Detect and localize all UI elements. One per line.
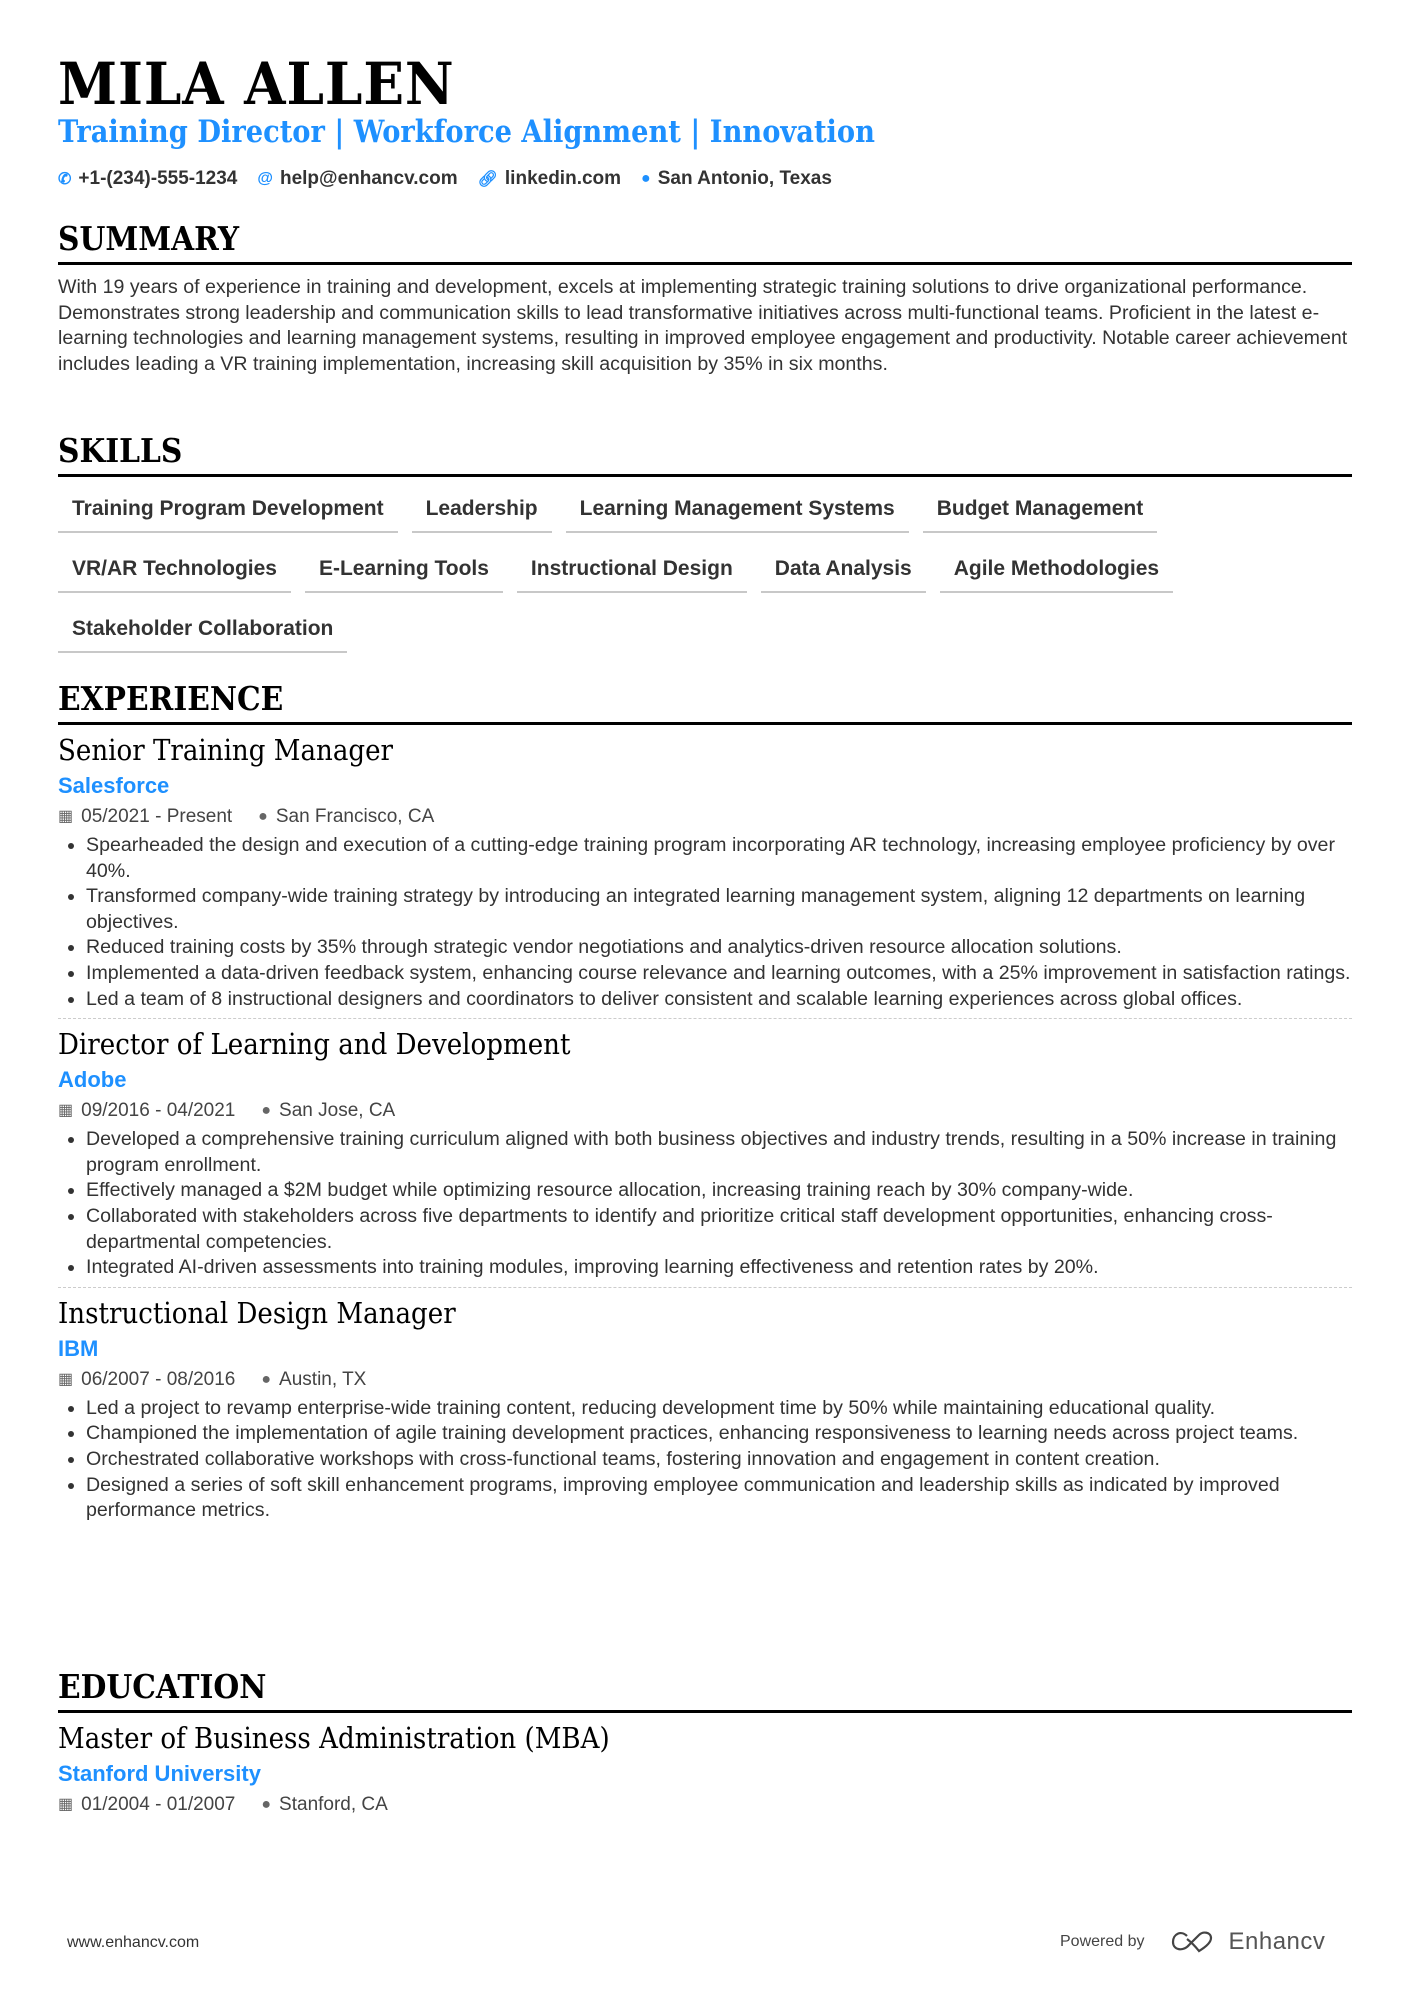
bullet: • Transformed company-wide training strategy by introducing an integrated learning management system, aligning 12 departments on learning objectives.: [86, 884, 1352, 935]
job-bullets: [58, 1396, 1352, 1524]
contact-linkedin[interactable]: [478, 168, 621, 190]
calendar-icon: ▦: [58, 1370, 74, 1388]
brand-name: Enhancv: [1228, 1928, 1326, 1955]
skill-chip: E-Learning Tools: [305, 549, 503, 593]
education-meta: [58, 1791, 1352, 1819]
contact-phone: [58, 168, 237, 190]
bullet: • Spearheaded the design and execution of a cutting-edge training program incorporating AR technology, increasing employee proficiency by over 40%.: [86, 833, 1352, 884]
skill-chip: VR/AR Technologies: [58, 549, 291, 593]
company-name: IBM: [58, 1335, 99, 1361]
job-location: San Francisco, CA: [275, 806, 435, 827]
summary-section: [58, 218, 1352, 377]
location-icon: ●: [261, 1102, 272, 1120]
job-entry: [58, 1294, 1352, 1524]
linkedin-text[interactable]: linkedin.com: [504, 168, 622, 189]
location-icon: ●: [641, 170, 651, 187]
email-text[interactable]: help@enhancv.com: [279, 168, 458, 189]
skill-chip: Data Analysis: [761, 549, 926, 593]
education-entry: [58, 1719, 1352, 1819]
bullet: • Championed the implementation of agile training development practices, enhancing responsiveness to learning needs across project teams.: [86, 1421, 1352, 1447]
job-entry: [58, 731, 1352, 1012]
calendar-icon: ▦: [58, 1796, 74, 1813]
bullet: • Implemented a data-driven feedback system, enhancing course relevance and learning outcomes, with a 25% improvement in satisfaction ratings.: [86, 961, 1352, 987]
contact-email[interactable]: [257, 168, 457, 190]
section-divider: [58, 474, 1352, 477]
location-text: San Antonio, Texas: [657, 168, 832, 189]
link-icon: 🔗︎: [477, 171, 498, 188]
skill-chip: Instructional Design: [517, 549, 747, 593]
bullet: • Led a team of 8 instructional designers and coordinators to deliver consistent and scalable learning experiences across global offices.: [86, 987, 1352, 1013]
skill-chip: Leadership: [412, 489, 552, 533]
education-location: Stanford, CA: [279, 1794, 388, 1815]
education-section: [58, 1666, 1352, 1819]
job-location: San Jose, CA: [279, 1100, 396, 1122]
footer-branding: [1060, 1928, 1325, 1956]
section-divider: [58, 262, 1352, 265]
job-bullets: [58, 833, 1352, 1012]
skills-section: [58, 430, 1352, 653]
skills-list: [58, 489, 1352, 653]
job-entry: [58, 1025, 1352, 1281]
experience-section: [58, 678, 1352, 1524]
job-meta: [58, 1366, 1352, 1394]
phone-icon: ✆: [58, 171, 72, 188]
summary-text: With 19 years of experience in training and development, excels at implementing strategic training solutions to drive organizational performance. Demonstrates strong leadership and communication skills to lead transformative initiatives across multi-functional teams. Proficient in the latest e-learning technologies and learning management systems, resulting in improved employee engagement and productivity. Notable career achievement includes leading a VR training implementation, increasing skill acquisition by 35% in six months.: [58, 276, 1348, 375]
contact-info: [58, 168, 832, 190]
bullet: • Effectively managed a $2M budget while optimizing resource allocation, increasing training reach by 30% company-wide.: [86, 1178, 1352, 1204]
job-meta: [58, 803, 1352, 831]
skill-chip: Stakeholder Collaboration: [58, 609, 347, 653]
location-icon: ●: [261, 1370, 272, 1388]
bullet: • Reduced training costs by 35% through strategic vendor negotiations and analytics-driven resource allocation solutions.: [86, 935, 1352, 961]
calendar-icon: ▦: [58, 1102, 74, 1120]
skill-chip: Training Program Development: [58, 489, 398, 533]
job-title: Director of Learning and Development: [58, 1027, 571, 1062]
bullet: • Integrated AI-driven assessments into training modules, improving learning effectiveness and retention rates by 20%.: [86, 1255, 1352, 1281]
degree-title: Master of Business Administration (MBA): [58, 1721, 610, 1755]
education-dates: 01/2004 - 01/2007: [81, 1794, 236, 1815]
bullet: • Led a project to revamp enterprise-wide training content, reducing development time by 50% while maintaining educational quality.: [86, 1396, 1352, 1422]
bullet: • Collaborated with stakeholders across five departments to identify and prioritize critical staff development opportunities, enhancing cross-departmental competencies.: [86, 1204, 1352, 1255]
company-name: Salesforce: [58, 773, 170, 798]
section-heading: EDUCATION: [58, 1667, 267, 1706]
job-dates: 05/2021 - Present: [81, 806, 233, 827]
candidate-title: Training Director | Workforce Alignment | Innovation: [58, 114, 875, 150]
bullet: • Designed a series of soft skill enhancement programs, improving employee communication and leadership skills as indicated by improved performance metrics.: [86, 1473, 1352, 1524]
location-icon: ●: [261, 1796, 272, 1813]
section-heading: EXPERIENCE: [58, 679, 284, 718]
contact-location: [641, 168, 832, 190]
powered-by-label: Powered by: [1060, 1933, 1145, 1950]
section-heading: SKILLS: [58, 431, 183, 470]
company-name: Adobe: [58, 1067, 127, 1093]
candidate-name: MILA ALLEN: [58, 50, 455, 118]
job-meta: [58, 1097, 1352, 1125]
footer-website[interactable]: www.enhancv.com: [67, 1934, 200, 1951]
job-location: Austin, TX: [279, 1368, 367, 1390]
section-divider: [58, 1710, 1352, 1713]
enhancv-logo-icon: [1171, 1930, 1217, 1954]
bullet: • Orchestrated collaborative workshops with cross-functional teams, fostering innovation and engagement in content creation.: [86, 1447, 1352, 1473]
job-bullets: [58, 1127, 1352, 1281]
job-title: Senior Training Manager: [58, 733, 394, 767]
skill-chip: Budget Management: [923, 489, 1158, 533]
section-divider: [58, 722, 1352, 725]
location-icon: ●: [258, 808, 268, 825]
at-icon: @: [257, 170, 273, 187]
bullet: • Developed a comprehensive training curriculum aligned with both business objectives and industry trends, resulting in a 50% increase in training program enrollment.: [86, 1127, 1352, 1178]
skill-chip: Agile Methodologies: [940, 549, 1173, 593]
job-dates: 09/2016 - 04/2021: [81, 1100, 236, 1122]
job-divider: [58, 1018, 1352, 1019]
job-divider: [58, 1287, 1352, 1288]
job-dates: 06/2007 - 08/2016: [81, 1368, 236, 1390]
phone-text: +1-(234)-555-1234: [78, 168, 238, 189]
calendar-icon: ▦: [58, 808, 74, 825]
skill-chip: Learning Management Systems: [566, 489, 909, 533]
job-title: Instructional Design Manager: [58, 1295, 456, 1330]
section-heading: SUMMARY: [58, 219, 240, 258]
enhancv-logo[interactable]: [1171, 1928, 1326, 1956]
school-name: Stanford University: [58, 1761, 261, 1786]
